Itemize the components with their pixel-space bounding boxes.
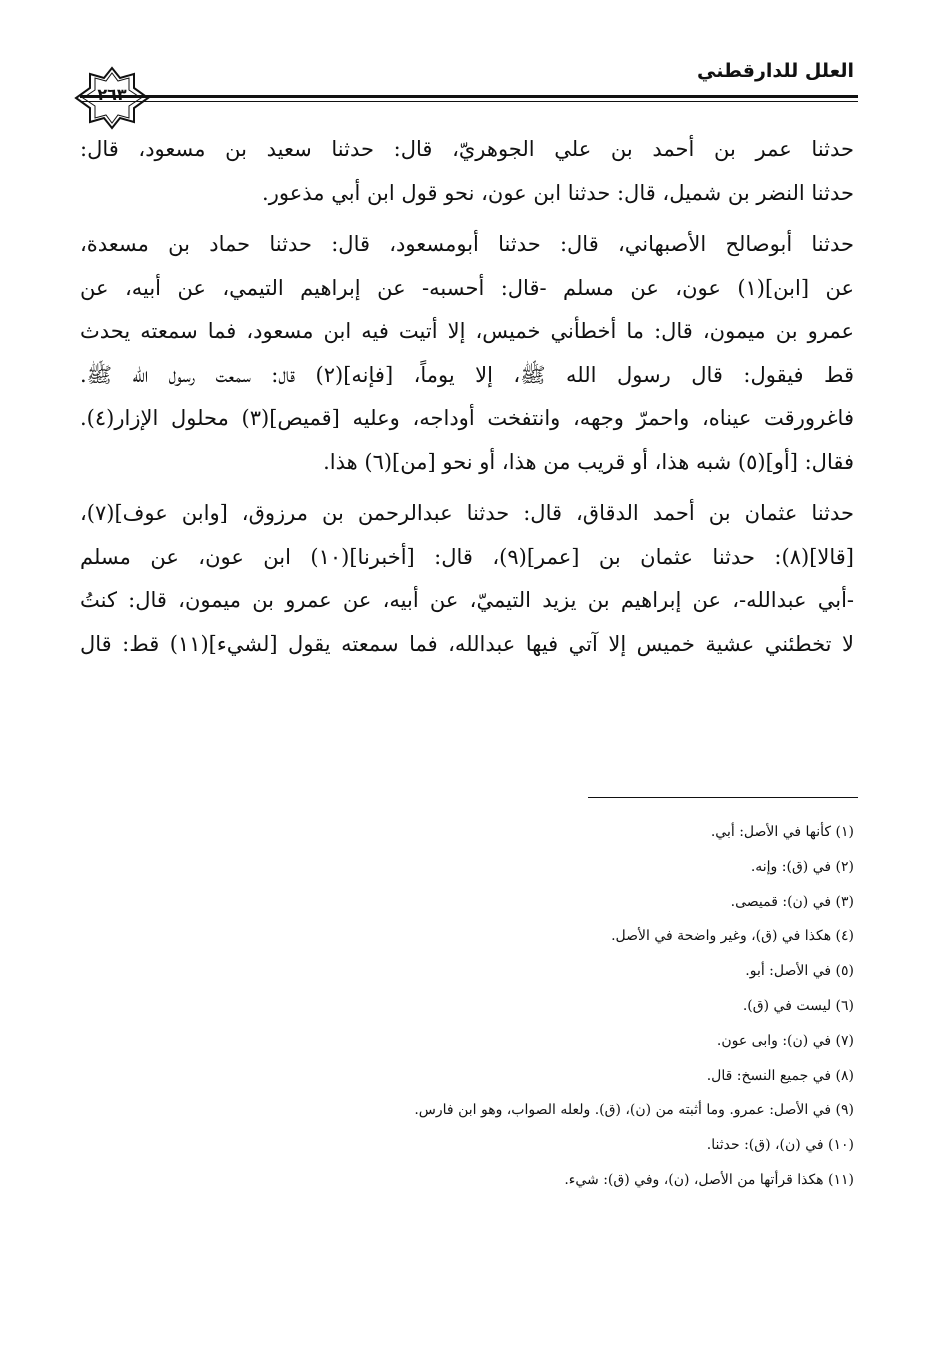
footnote: (٥) في الأصل: أبو. <box>745 963 854 980</box>
text-line: حدثنا أبوصالح الأصبهاني، قال: حدثنا أبومسعود، قال: حدثنا حماد بن مسعدة، <box>80 232 854 256</box>
text-line: حدثنا النضر بن شميل، قال: حدثنا ابن عون، نحو قول ابن أبي مذعور. <box>262 180 854 205</box>
footnotes <box>260 815 854 1198</box>
text-line: -أبي عبدالله-، عن إبراهيم بن يزيد التيميّ، عن أبيه، عن عمرو بن ميمون، قال: كنتُ <box>80 588 854 612</box>
footnote: (٧) في (ن): وابى عون. <box>716 1032 854 1049</box>
header-rule-thin <box>80 101 858 102</box>
text-line: [قالا](٨): حدثنا عثمان بن [عمر](٩)، قال: [أخبرنا](١٠) ابن عون، عن مسلم <box>80 544 854 569</box>
footnote: (١١) هكذا قرأتها من الأصل، (ن)، وفي (ق): شيء. <box>564 1171 854 1188</box>
page-number-badge <box>74 66 150 130</box>
footnote: (٣) في (ن): قميصى. <box>730 893 854 910</box>
text-line: لا تخطئني عشية خميس إلا آتي فيها عبدالله، فما سمعته يقول [لشيء](١١) قط: قال <box>80 631 854 656</box>
footnote-separator <box>588 797 858 798</box>
text-line: فقال: [أو](٥) شبه هذا، أو قريب من هذا، أو نحو [من](٦) هذا. <box>323 449 854 474</box>
text-line: عن [ابن](١) عون، عن مسلم -قال: أحسبه- عن إبراهيم التيمي، عن أبيه، عن <box>80 275 854 300</box>
footnote: (٩) في الأصل: عمرو. وما أثبته من (ن)، (ق). ولعله الصواب، وهو ابن فارس. <box>414 1102 854 1119</box>
text-line: قط فيقول: قال رسول الله ﷺ، إلا يوماً، [فإنه](٢) قال: سمعت رسول الله ﷺ. <box>80 362 854 387</box>
footnote: (٨) في جميع النسخ: قال. <box>706 1067 854 1084</box>
text-line: حدثنا عثمان بن أحمد الدقاق، قال: حدثنا عبدالرحمن بن مرزوق، [وابن عوف](٧)، <box>80 501 854 525</box>
footnote: (٦) ليست في (ق). <box>742 997 854 1014</box>
text-line: عمرو بن ميمون، قال: ما أخطأني خميس، إلا أتيت فيه ابن مسعود، فما سمعته يحدث <box>80 319 854 343</box>
footnote: (١) كأنها في الأصل: أبي. <box>710 824 854 840</box>
footnote: (١٠) في (ن)، (ق): حدثنا. <box>706 1137 854 1154</box>
main-text <box>80 128 854 666</box>
footnote: (٤) هكذا في (ق)، وغير واضحة في الأصل. <box>611 928 854 945</box>
footnote: (٢) في (ق): وإنه. <box>750 858 854 875</box>
page-number: ٢٦٣ <box>97 85 127 104</box>
text-line: حدثنا عمر بن أحمد بن علي الجوهريّ، قال: حدثنا سعيد بن مسعود، قال: <box>80 137 854 161</box>
text-line: فاغرورقت عيناه، واحمرّ وجهه، وانتفخت أوداجه، وعليه [قميص](٣) محلول الإزار(٤). <box>80 406 854 430</box>
header-rule-thick <box>80 95 858 98</box>
running-header-title: العلل للدارقطني <box>697 60 854 82</box>
